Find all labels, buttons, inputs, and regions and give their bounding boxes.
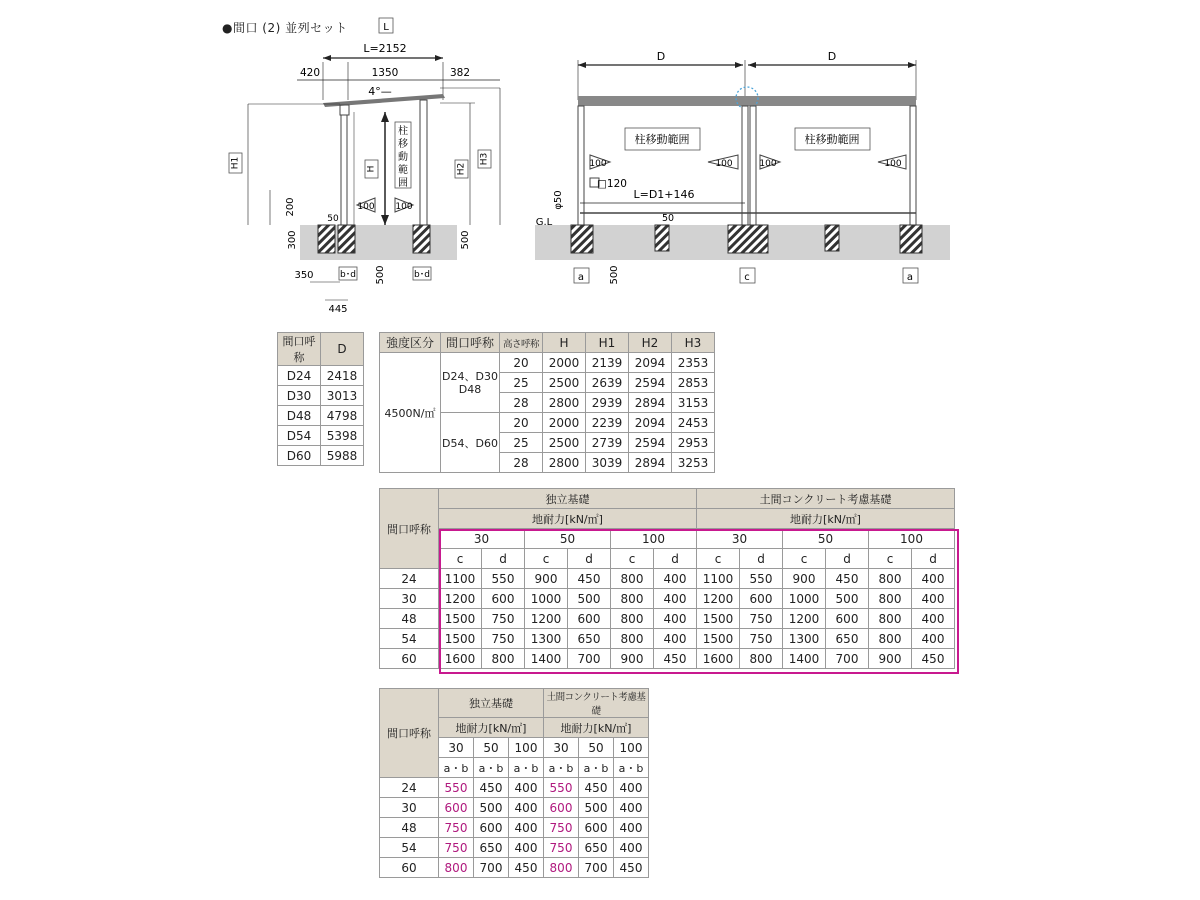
sub-d: d [568,549,611,569]
bd-box-1: b･d [340,270,356,280]
cell: 2094 [629,413,672,433]
table-row [380,778,649,798]
dim-200: 200 [285,197,296,217]
cell: 800 [544,858,579,878]
pillar-range-char-4: 範 [398,165,408,176]
cell: 700 [568,649,611,669]
cell: 1200 [439,589,482,609]
cell: 28 [500,453,543,473]
cell: 400 [509,778,544,798]
cell: 2353 [672,353,715,373]
cell: 1000 [525,589,568,609]
header-independent-foundation: 独立基礎 [439,489,697,509]
table-row [380,629,955,649]
cell: 1100 [697,569,740,589]
bearing-value: 30 [439,738,474,758]
cell: 2939 [586,393,629,413]
cell: 2639 [586,373,629,393]
bearing-value: 30 [697,529,783,549]
cell: 800 [611,629,654,649]
row-label: 24 [380,569,439,589]
table-row [380,818,649,838]
cell: 1200 [697,589,740,609]
cell: 600 [482,589,525,609]
cell: 2453 [672,413,715,433]
table-row [278,426,364,446]
foundation-ab-table [379,688,649,878]
cell: 2594 [629,373,672,393]
table-row [380,649,955,669]
cell: 450 [654,649,697,669]
cell: 650 [579,838,614,858]
D-dim-1: D [656,50,666,63]
L-dimension: L=2152 [363,42,407,55]
cell: 800 [869,609,912,629]
table-row [278,386,364,406]
row-label: 60 [380,649,439,669]
cell: 1400 [783,649,826,669]
row-label: 30 [380,589,439,609]
sub-c: c [697,549,740,569]
cell: 400 [614,818,649,838]
row-label: 54 [380,629,439,649]
sub-ab: a・b [614,758,649,778]
cell: 750 [740,629,783,649]
cell: 25 [500,373,543,393]
cell: 5988 [321,446,364,466]
dim-50-left: 50 [327,214,339,224]
cell: 400 [654,629,697,649]
table-row [380,569,955,589]
H-label: H [366,165,377,173]
dim-445: 445 [328,304,348,315]
cell: 1600 [439,649,482,669]
cell: 600 [568,609,611,629]
row-label: 48 [380,818,439,838]
height-table [379,332,715,473]
cell: D48 [278,406,321,426]
cell: 4798 [321,406,364,426]
cell: 2894 [629,393,672,413]
cell: 2739 [586,433,629,453]
cell: D24 [278,366,321,386]
pillar-range-char-5: 囲 [398,178,408,189]
bearing-value: 100 [614,738,649,758]
arrow-100-r1: 100 [589,159,607,169]
sub-c: c [439,549,482,569]
L-formula: L=D1+146 [633,188,695,201]
cell: 800 [869,569,912,589]
bearing-value: 50 [474,738,509,758]
cell: 750 [439,818,474,838]
bearing-value: 100 [509,738,544,758]
row-label: 48 [380,609,439,629]
cell: 550 [544,778,579,798]
cell: 650 [826,629,869,649]
cell: 1600 [697,649,740,669]
cell: D30 [278,386,321,406]
cell: 2894 [629,453,672,473]
cell: 700 [579,858,614,878]
cell: 800 [611,609,654,629]
dim-500-right: 500 [460,230,471,250]
arrow-100-left: 100 [357,202,375,212]
box-a-left: a [577,272,585,283]
dim-382: 382 [449,67,471,79]
side-elevation-diagram [220,10,520,320]
cell: 1400 [525,649,568,669]
cell: 2500 [543,373,586,393]
cell: 800 [482,649,525,669]
cell: 500 [568,589,611,609]
dim-500-right-diagram: 500 [609,265,620,285]
table-row [380,838,649,858]
cell: 400 [654,589,697,609]
cell: 800 [869,629,912,649]
cell: 750 [482,629,525,649]
cell: 400 [654,569,697,589]
sub-d: d [740,549,783,569]
section-heading: ●間口 (2) 並列セット [222,21,348,35]
cell: 5398 [321,426,364,446]
header-bearing-a: 地耐力[kN/㎡] [439,509,697,529]
cell: D60 [278,446,321,466]
header-span-name: 間口呼称 [380,489,439,569]
H3-label: H3 [479,152,490,166]
pillar-range-label-2: 柱移動範囲 [804,133,860,146]
cell: 1200 [783,609,826,629]
cell: 750 [439,838,474,858]
cell: 400 [912,569,955,589]
cell: 2000 [543,413,586,433]
cell: 1100 [439,569,482,589]
header-span-name: 間口呼称 [380,689,439,778]
phi-50: φ50 [553,190,564,210]
bearing-value: 30 [439,529,525,549]
cell: 600 [826,609,869,629]
header-independent-foundation: 独立基礎 [439,689,544,718]
pillar-range-char-2: 移 [398,139,408,150]
cell: 3253 [672,453,715,473]
table-row [380,798,649,818]
cell: 900 [869,649,912,669]
sub-ab: a・b [544,758,579,778]
bd-box-2: b･d [414,270,430,280]
cell: 3039 [586,453,629,473]
cell: 450 [568,569,611,589]
span-group-1: D24、D30 D48 [441,353,500,413]
pillar-range-label-1: 柱移動範囲 [634,133,690,146]
arrow-100-right: 100 [395,202,413,212]
cell: 2239 [586,413,629,433]
sub-ab: a・b [474,758,509,778]
cell: 500 [579,798,614,818]
cell: 600 [579,818,614,838]
cell: 400 [912,629,955,649]
cell: 400 [509,798,544,818]
header-bearing-b: 地耐力[kN/㎡] [544,718,649,738]
H1-label: H1 [230,156,241,170]
cell: 400 [614,778,649,798]
cell: 400 [654,609,697,629]
sub-d: d [912,549,955,569]
cell: 600 [474,818,509,838]
table-row [278,366,364,386]
pillar-range-char-3: 動 [398,152,408,163]
header-bearing-b: 地耐力[kN/㎡] [697,509,955,529]
sub-c: c [525,549,568,569]
cell: 2139 [586,353,629,373]
cell: 400 [614,798,649,818]
cell: 800 [740,649,783,669]
sub-ab: a・b [509,758,544,778]
bearing-value: 100 [869,529,955,549]
sub-c: c [611,549,654,569]
cell: 800 [869,589,912,609]
cell: 900 [611,649,654,669]
cell: 700 [826,649,869,669]
cell: 800 [439,858,474,878]
cell: 550 [482,569,525,589]
sub-c: c [783,549,826,569]
cell: 700 [474,858,509,878]
D-dim-2: D [827,50,837,63]
table-row [278,446,364,466]
cell: 2594 [629,433,672,453]
cell: 650 [568,629,611,649]
header-span-name: 間口呼称 [278,333,321,366]
cell: 3013 [321,386,364,406]
cell: 2500 [543,433,586,453]
strength-value: 4500N/㎡ [380,353,441,473]
cell: 2000 [543,353,586,373]
cell: 1500 [439,629,482,649]
table-row [380,609,955,629]
row-label: 60 [380,858,439,878]
row-label: 54 [380,838,439,858]
L-box-label: L [383,22,389,33]
cell: 800 [611,589,654,609]
header-H1: H1 [586,333,629,353]
ground-line-label: G.L [535,217,553,228]
cell: 450 [474,778,509,798]
cell: 600 [740,589,783,609]
arrow-100-r4: 100 [884,159,902,169]
row-label: 24 [380,778,439,798]
cell: 450 [614,858,649,878]
header-strength: 強度区分 [380,333,441,353]
sub-d: d [826,549,869,569]
cell: 1500 [439,609,482,629]
depth-table [277,332,364,466]
front-elevation-diagram [530,40,960,300]
sub-c: c [869,549,912,569]
cell: 1300 [783,629,826,649]
arrow-100-r2: 100 [715,159,733,169]
cell: 2853 [672,373,715,393]
header-H2: H2 [629,333,672,353]
cell: 500 [826,589,869,609]
dim-50-right: 50 [661,213,675,224]
header-H: H [543,333,586,353]
cell: 2800 [543,393,586,413]
cell: 900 [525,569,568,589]
sub-d: d [482,549,525,569]
dim-300: 300 [287,230,298,250]
bearing-value: 50 [783,529,869,549]
pillar-range-char-1: 柱 [398,126,408,137]
cell: 1500 [697,609,740,629]
table-row [380,858,649,878]
dim-1350: 1350 [371,67,399,79]
cell: 400 [912,589,955,609]
cell: 550 [439,778,474,798]
cell: 800 [611,569,654,589]
cell: 1500 [697,629,740,649]
cell: 20 [500,413,543,433]
cell: 600 [439,798,474,818]
bearing-value: 50 [525,529,611,549]
cell: 400 [912,609,955,629]
cell: 25 [500,433,543,453]
sub-ab: a・b [439,758,474,778]
cell: 650 [474,838,509,858]
box-a-right: a [906,272,914,283]
header-bearing-a: 地耐力[kN/㎡] [439,718,544,738]
cell: 900 [783,569,826,589]
cell: 3153 [672,393,715,413]
table-row [380,589,955,609]
sub-d: d [654,549,697,569]
cell: 2094 [629,353,672,373]
cell: 750 [544,838,579,858]
cell: 2953 [672,433,715,453]
header-height-name: 高さ呼称 [500,333,543,353]
header-D: D [321,333,364,366]
header-span-name: 間口呼称 [441,333,500,353]
cell: 1200 [525,609,568,629]
table-row [278,406,364,426]
cell: 400 [614,838,649,858]
header-slab-foundation: 土間コンクリート考慮基礎 [544,689,649,718]
cell: 2800 [543,453,586,473]
cell: 1300 [525,629,568,649]
cell: 450 [912,649,955,669]
foundation-cd-table [379,488,955,669]
sub-ab: a・b [579,758,614,778]
cell: 1000 [783,589,826,609]
row-label: 30 [380,798,439,818]
header-slab-foundation: 土間コンクリート考慮基礎 [697,489,955,509]
roof-angle: 4°— [368,85,392,98]
cell: 400 [509,838,544,858]
box-c: c [744,272,750,283]
cell: 750 [544,818,579,838]
cell: 20 [500,353,543,373]
cell: 600 [544,798,579,818]
cell: 750 [482,609,525,629]
cell: 450 [579,778,614,798]
bearing-value: 50 [579,738,614,758]
cell: D54 [278,426,321,446]
table-row [380,353,715,373]
cell: 750 [740,609,783,629]
span-group-2: D54、D60 [441,413,500,473]
cell: 450 [509,858,544,878]
cell: 2418 [321,366,364,386]
dim-500-mid: 500 [375,265,386,285]
arrow-100-r3: 100 [759,159,777,169]
cell: 28 [500,393,543,413]
bearing-value: 100 [611,529,697,549]
square-120: □120 [597,178,627,190]
dim-350: 350 [294,270,314,281]
bearing-value: 30 [544,738,579,758]
cell: 550 [740,569,783,589]
H2-label: H2 [456,162,467,176]
cell: 500 [474,798,509,818]
cell: 400 [509,818,544,838]
dim-420: 420 [299,67,321,79]
header-H3: H3 [672,333,715,353]
cell: 450 [826,569,869,589]
